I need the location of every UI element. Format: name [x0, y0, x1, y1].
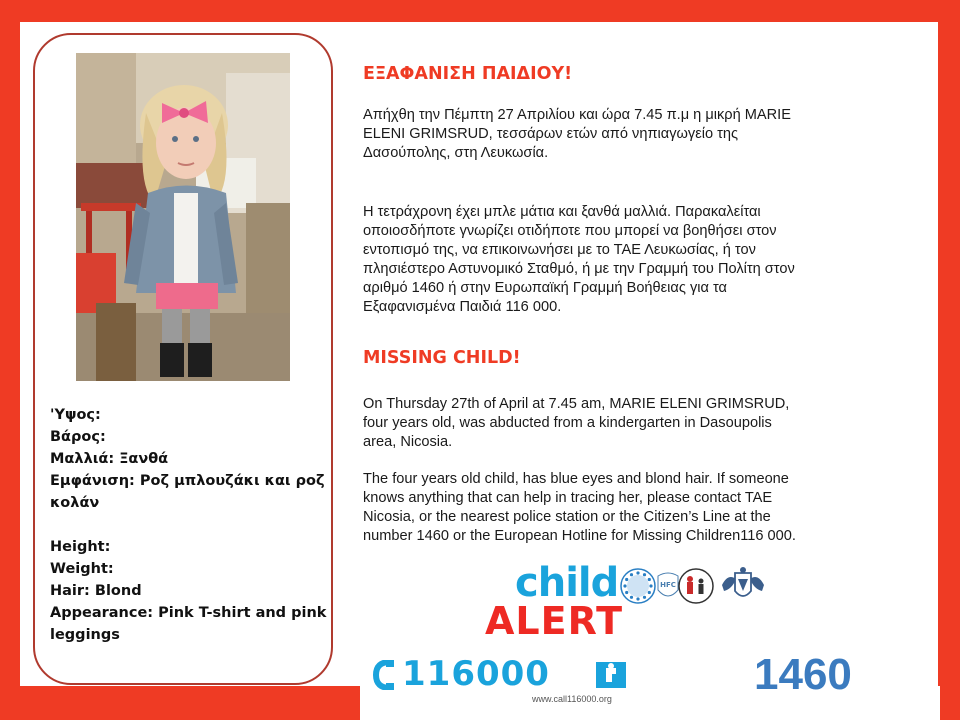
text-line: Η τετράχρονη έχει μπλε μάτια και ξανθά μαλλιά. Παρακαλείται	[363, 204, 761, 220]
detail-appearance-en: Appearance: Pink T-shirt and pink	[50, 605, 327, 621]
text-line: four years old, was abducted from a kindergarten in Dasoupolis	[363, 415, 772, 431]
text-line: The four years old child, has blue eyes and blond hair. If someone	[363, 471, 789, 487]
child-photo	[76, 53, 290, 381]
english-paragraph-1	[363, 395, 843, 452]
detail-height-en: Height:	[50, 539, 111, 555]
text-line: αριθμό 1460 ή στην Ευρωπαϊκή Γραμμή Βοήθειας για τα	[363, 280, 727, 296]
hotline-url: www.call116000.org	[532, 694, 612, 704]
detail-appearance-gr: Εμφάνιση: Ροζ μπλουζάκι και ροζ	[50, 473, 325, 489]
family-logo	[677, 567, 715, 610]
child-alert-logo	[483, 560, 633, 643]
text-line: knows anything that can help in tracing her, please contact TAE	[363, 490, 773, 506]
text-line: Απήχθη την Πέμπτη 27 Απριλίου και ώρα 7.45 π.μ η μικρή MARIE	[363, 107, 791, 123]
eu-stars-logo	[620, 568, 656, 609]
hotline-number: 116000	[402, 654, 550, 694]
text-line: Εξαφανισμένα Παιδιά 116 000.	[363, 299, 562, 315]
text-line: Nicosia, or the nearest police station or the Citizen’s Line at the	[363, 509, 771, 525]
text-line: Δασούπολης, στη Λευκωσία.	[363, 145, 549, 161]
greek-paragraph-2	[363, 203, 843, 317]
detail-appearance-gr-cont: κολάν	[50, 495, 100, 511]
child-details	[50, 404, 330, 646]
english-title: MISSING CHILD!	[363, 348, 521, 368]
text-line: εντοπισμό της, να επικοινωνήσει με το ΤΑΕ Λευκωσίας, ή τον	[363, 242, 756, 258]
right-border	[938, 0, 960, 720]
child-logo-text: child	[515, 560, 619, 606]
citizens-line-number: 1460	[754, 650, 852, 699]
detail-height-gr: 'Υψος:	[50, 407, 101, 423]
top-border	[0, 0, 960, 22]
alert-logo-text: ALERT	[485, 599, 624, 643]
detail-appearance-en-cont: leggings	[50, 627, 120, 643]
hfc-logo-text: HFC	[660, 581, 676, 589]
text-line: οποιοσδήποτε γνωρίζει οτιδήποτε που μπορεί να βοηθήσει στον	[363, 223, 777, 239]
detail-weight-gr: Βάρος:	[50, 429, 106, 445]
text-line: number 1460 or the European Hotline for Missing Children116 000.	[363, 528, 796, 544]
detail-hair-en: Hair: Blond	[50, 583, 142, 599]
greek-paragraph-1	[363, 106, 843, 163]
puzzle-icon	[594, 660, 628, 690]
greek-title: ΕΞΑΦΑΝΙΣΗ ΠΑΙΔΙΟΥ!	[363, 64, 573, 84]
detail-weight-en: Weight:	[50, 561, 114, 577]
text-line: πλησιέστερο Αστυνομικό Σταθμό, ή με την Γραμμή του Πολίτη στον	[363, 261, 795, 277]
police-crest-icon	[720, 565, 766, 612]
hotline-logo	[372, 652, 652, 702]
text-line: ELENI GRIMSRUD, τεσσάρων ετών από νηπιαγωγείο της	[363, 126, 739, 142]
detail-hair-gr: Μαλλιά: Ξανθά	[50, 451, 169, 467]
phone-icon	[372, 660, 396, 690]
left-border	[0, 0, 20, 720]
text-line: On Thursday 27th of April at 7.45 am, MARIE ELENI GRIMSRUD,	[363, 396, 790, 412]
text-line: area, Nicosia.	[363, 434, 453, 450]
english-paragraph-2	[363, 470, 843, 546]
